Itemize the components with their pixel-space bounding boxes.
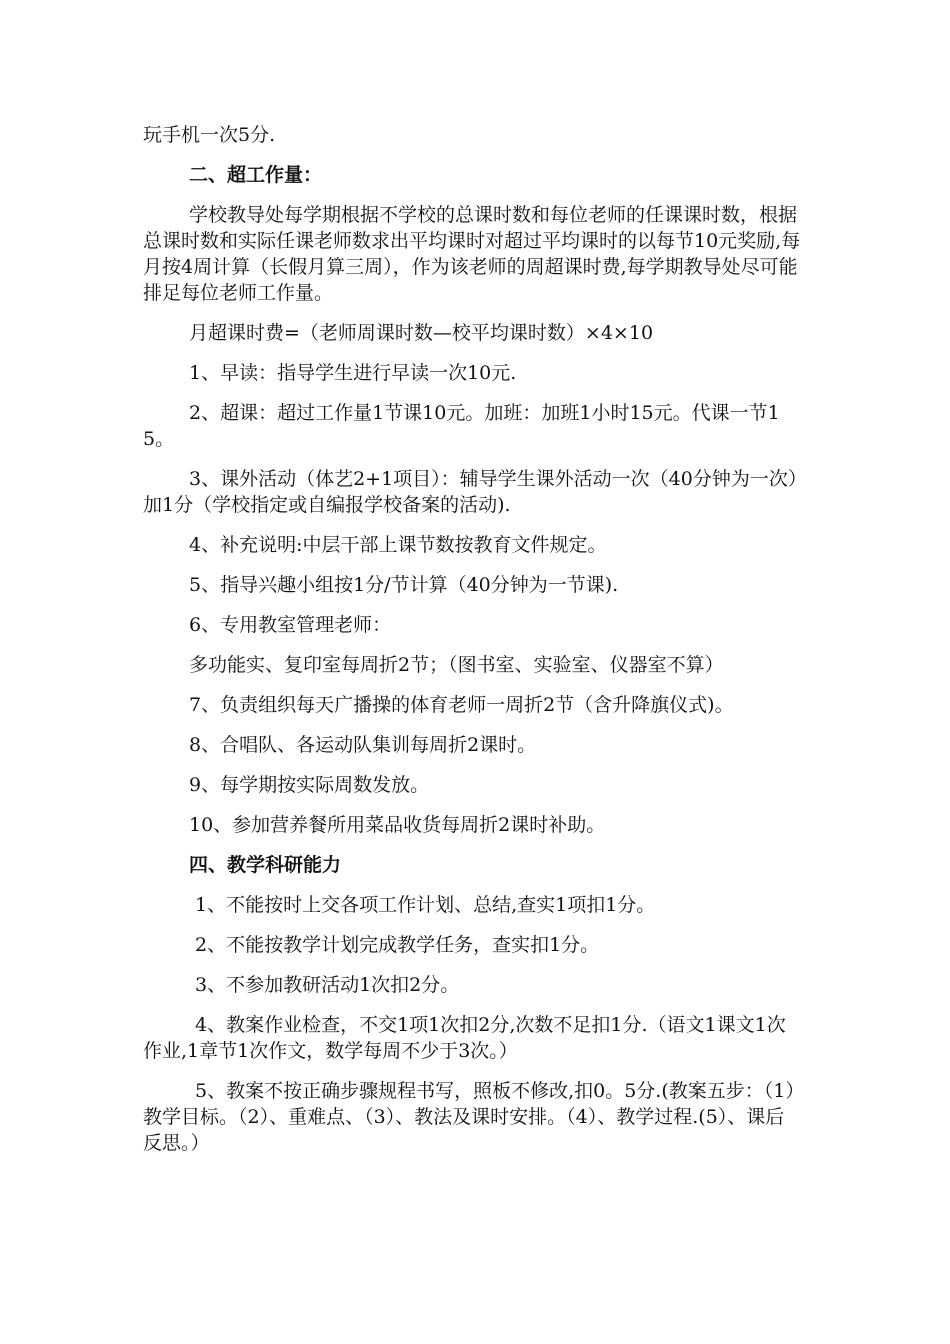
list-item-special-classroom: 6、专用教室管理老师： [189, 614, 392, 636]
paragraph-overtime-intro: 学校教导处每学期根据不学校的总课时数和每位老师的任课课时数，根据总课时数和实际任课老师数求出平均课时对超过平均课时的以每节10元奖励,每月按4周计算（长假月算三周），作为该老师的周超课时费,每学期教导处尽可能排足每位老师工作量。 [143, 204, 801, 304]
list-item-extra-class: 2、超课：超过工作量1节课10元。加班：加班1小时15元。代课一节15。 [143, 402, 780, 450]
list-item-lesson-plan-check: 4、教案作业检查，不交1项1次扣2分,次数不足扣1分.（语文1课文1次作业,1章节1次作文，数学每周不少于3次。） [143, 1014, 786, 1062]
section-heading-research: 四、教学科研能力 [189, 854, 342, 876]
list-item-morning-reading: 1、早读：指导学生进行早读一次10元. [189, 362, 517, 384]
list-item-multifunction-room: 多功能实、复印室每周折2节；（图书室、实验室、仪器室不算） [189, 654, 724, 676]
list-item-work-plan: 1、不能按时上交各项工作计划、总结,查实1项扣1分。 [195, 894, 656, 916]
list-item-research-activity: 3、不参加教研活动1次扣2分。 [195, 974, 460, 996]
list-item-extracurricular: 3、课外活动（体艺2+1项目）：辅导学生课外活动一次（40分钟为一次）加1分（学校指定或自编报学校备案的活动). [143, 468, 798, 516]
list-item-teaching-plan: 2、不能按教学计划完成教学任务，查实扣1分。 [195, 934, 600, 956]
list-item-nutrition-meal: 10、参加营养餐所用菜品收货每周折2课时补助。 [189, 814, 606, 836]
list-item-choir-teams: 8、合唱队、各运动队集训每周折2课时。 [189, 734, 537, 756]
paragraph-phone-penalty: 玩手机一次5分. [143, 124, 276, 146]
list-item-supplement: 4、补充说明:中层干部上课节数按教育文件规定。 [189, 534, 607, 556]
list-item-lesson-plan-steps: 5、教案不按正确步骤规程书写，照板不修改,扣0。5分.(教案五步：（1）教学目标。（2）、重难点、（3）、教法及课时安排。（4）、教学过程.(5）、课后反思。） [143, 1080, 795, 1154]
list-item-interest-group: 5、指导兴趣小组按1分/节计算（40分钟为一节课). [189, 574, 619, 596]
document-page [143, 122, 803, 1170]
section-heading-overtime: 二、超工作量： [189, 164, 323, 186]
list-item-semester-weeks: 9、每学期按实际周数发放。 [189, 774, 430, 796]
list-item-broadcast-exercise: 7、负责组织每天广播操的体育老师一周折2节（含升降旗仪式)。 [189, 694, 734, 716]
paragraph-overtime-formula: 月超课时费=（老师周课时数—校平均课时数）×4×10 [189, 322, 654, 344]
